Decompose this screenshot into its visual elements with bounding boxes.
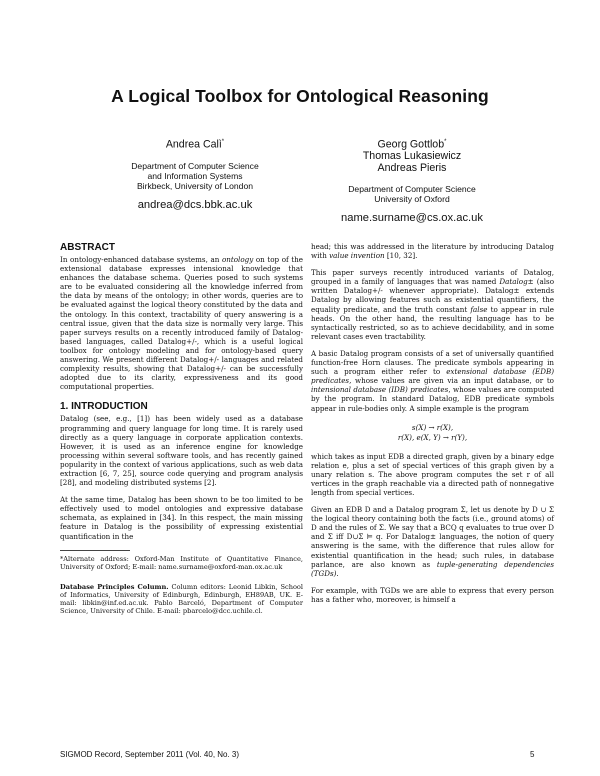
footnote: *Alternate address: Oxford-Man Institute of Quantitative Finance, University of Oxford; E-mail: name.surname@oxford-man.ox.ac.uk xyxy=(60,554,303,571)
page-number: 5 xyxy=(530,750,535,759)
rule-2: r(X), e(X, Y) → r(Y), xyxy=(397,433,468,443)
body-paragraph: This paper surveys recently introduced variants of Datalog, grouped in a family of languages that was named Datalog± (also written Datalog+/- whenever appropriate). Datalog± extends Datalog by allowing features such as existential quantifiers, the equality predicate, and the truth constant false to appear in rule heads. On the other hand, the resulting language has to be syntactically restricted, so as to achieve decidability, and in some relevant cases even tractability. xyxy=(311,268,554,341)
footnote-rule xyxy=(60,550,130,551)
footer-venue: SIGMOD Record, September 2011 (Vol. 40, No. 3) xyxy=(60,750,240,759)
author-block-oxford xyxy=(297,137,527,223)
right-column xyxy=(311,242,554,604)
body-paragraph: For example, with TGDs we are able to express that every person has a father who, moreover, is himself a xyxy=(311,585,554,604)
intro-heading: 1. INTRODUCTION xyxy=(60,401,148,413)
author-affiliation: Department of Computer Science University of Oxford xyxy=(348,184,476,205)
intro-paragraph: At the same time, Datalog has been shown to be too limited to be effectively used to model ontologies and expressive database schemata, as explained in [34]. In this respect, the main missing feature in Datalog is the possibility of expressing existential quantification in the xyxy=(60,495,303,541)
author-name: Thomas Lukasiewicz xyxy=(362,150,462,163)
paper-title: A Logical Toolbox for Ontological Reasoning xyxy=(111,86,489,106)
rule-1: s(X) → r(X), xyxy=(411,422,454,432)
body-paragraph: head; this was addressed in the literature by introducing Datalog with value invention [10, 32]. xyxy=(311,242,554,261)
author-name: Georg Gottlob* xyxy=(377,138,447,151)
abstract-heading: ABSTRACT xyxy=(60,242,115,253)
author-email: andrea@dcs.bbk.ac.uk xyxy=(137,199,253,212)
author-email: name.surname@cs.ox.ac.uk xyxy=(341,212,483,225)
author-block-cali xyxy=(80,137,310,210)
author-affiliation: Department of Computer Science and Information Systems Birkbeck, University of London xyxy=(131,161,259,192)
body-paragraph: A basic Datalog program consists of a set of universally quantified function-free Horn clauses. The predicate symbols appearing in such a program either refer to extensional database (EDB) predicates, whose values are given via an input database, or to intensional database (IDB) predicates, whose values are computed by the program. In standard Datalog, EDB predicate symbols appear in rule-bodies only. A simple example is the program xyxy=(311,348,554,413)
body-paragraph: which takes as input EDB a directed graph, given by a binary edge relation e, plus a set of special vertices of this graph given by a unary relation s. The above program computes the set r of all vertices in the graph reachable via a directed path of nonnegative length from special vertices. xyxy=(311,451,554,497)
column-editor-note: Database Principles Column. Column editors: Leonid Libkin, School of Informatics, University of Edinburgh, Edinburgh, EH89AB, UK. E-mail: libkin@inf.ed.ac.uk. Pablo Barceló, Department of Computer Science, University of Chile. E-mail: pbarcelo@dcc.uchile.cl. xyxy=(60,582,303,616)
datalog-program xyxy=(311,423,554,444)
intro-paragraph: Datalog (see, e.g., [1]) has been widely used as a database programming and query language for long time. It is rarely used directly as a query language in corporate application contexts. However, it is used as an inference engine for knowledge processing within several software tools, and has recently gained popularity in the context of various applications, such as web data extraction [6, 7, 25], source code querying and program analysis [28], and modeling distributed systems [2]. xyxy=(60,414,303,488)
author-name: Andreas Pieris xyxy=(377,161,447,174)
left-column xyxy=(60,242,303,615)
abstract-text: In ontology-enhanced database systems, an ontology on top of the extensional database expresses intensional knowledge that enhances the database schema. Queries posed to such systems are to be evaluated considering all the knowledge inferred from the data by means of the ontology; in other words, queries are to be evaluated against the logical theory constituted by the data and the ontology. In this context, tractability of query answering is a central issue, given that the data size is normally very large. This paper surveys results on a recently introduced family of Datalog-based languages, called Datalog+/-, which is a useful logical toolbox for ontology modeling and for ontology-based query answering. We present different Datalog+/- languages and related complexity results, showing that Datalog+/- can be successfully adopted due to its clarity, expressiveness and its good computational properties. xyxy=(60,255,303,392)
body-paragraph: Given an EDB D and a Datalog program Σ, let us denote by D ∪ Σ the logical theory containing both the facts (i.e., ground atoms) of D and the rules of Σ. We say that a BCQ q evaluates to true over D and Σ iff D∪Σ ⊨ q. For Datalog± languages, the notion of query answering is the same, with the difference that rules allow for existential quantification in the head; such rules, in database parlance, are also known as tuple-generating dependencies (TGDs). xyxy=(311,505,554,578)
author-name: Andrea Calì* xyxy=(165,138,225,151)
